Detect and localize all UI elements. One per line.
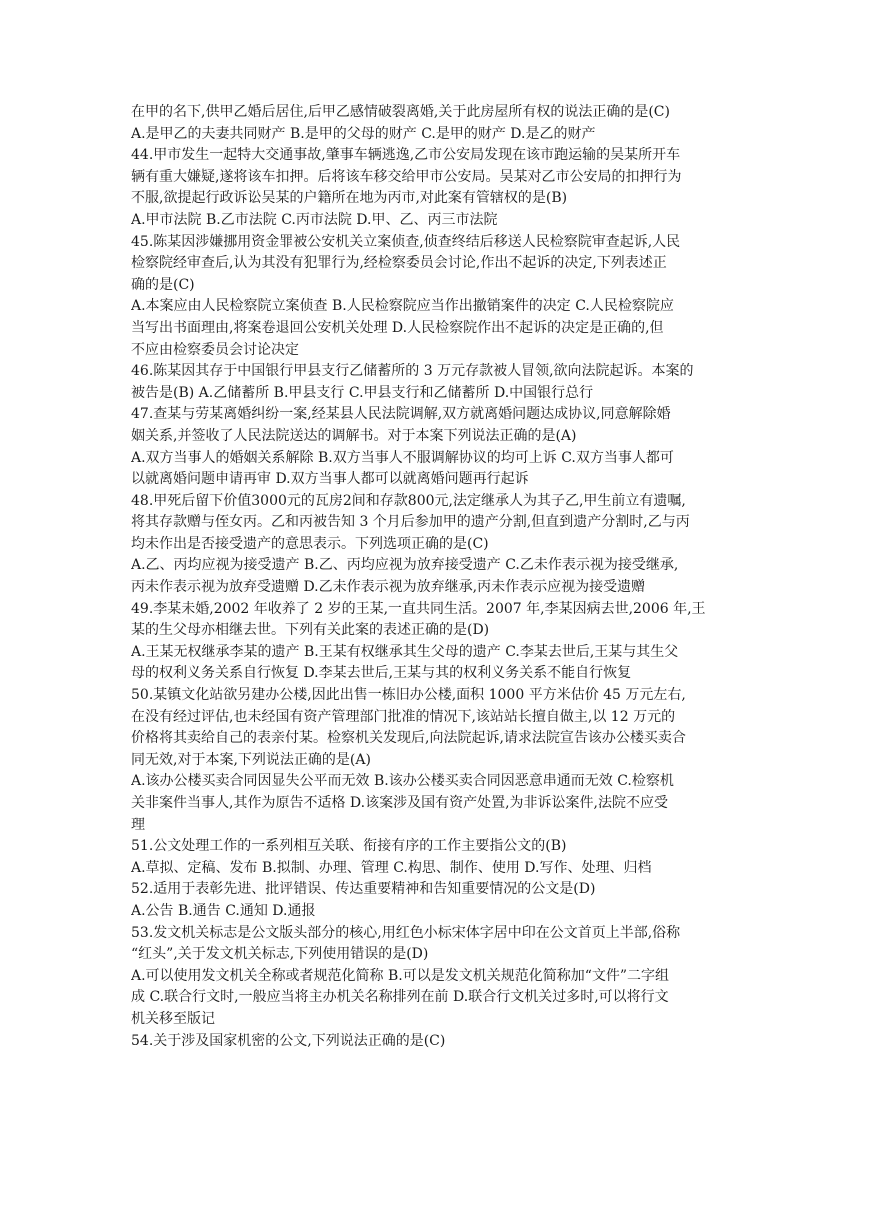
- text-line: 48.甲死后留下价值3000元的瓦房2间和存款800元,法定继承人为其子乙,甲生前立有遗嘱,: [131, 492, 686, 509]
- text-line: 53.发文机关标志是公文版头部分的核心,用红色小标宋体字居中印在公文首页上半部,俗称: [131, 924, 681, 941]
- text-line: 机关移至版记: [131, 1010, 215, 1027]
- text-line: 以就离婚问题申请再审 D.双方当事人都可以就离婚问题再行起诉: [131, 471, 529, 488]
- text-line: 52.适用于表彰先进、批评错误、传达重要精神和告知重要情况的公文是(D): [131, 881, 596, 898]
- text-line: 价格将其卖给自己的表亲付某。检察机关发现后,向法院起诉,请求法院宣告该办公楼买卖合: [131, 730, 686, 747]
- text-line: 51.公文处理工作的一系列相互关联、衔接有序的工作主要指公文的(B): [131, 838, 567, 855]
- text-line: A.该办公楼买卖合同因显失公平而无效 B.该办公楼买卖合同因恶意串通而无效 C.检察机: [131, 773, 674, 790]
- text-line: 母的权利义务关系自行恢复 D.李某去世后,王某与其的权利义务关系不能自行恢复: [131, 665, 632, 682]
- text-line: 49.李某未婚,2002 年收养了 2 岁的王某,一直共同生活。2007 年,李某因病去世,2006 年,王: [131, 600, 706, 617]
- text-line: 同无效,对于本案,下列说法正确的是(A): [131, 751, 371, 768]
- text-line: 在没有经过评估,也未经国有资产管理部门批准的情况下,该站站长擅自做主,以 12 万元的: [131, 708, 676, 725]
- text-line: 成 C.联合行文时,一般应当将主办机关名称排列在前 D.联合行文机关过多时,可以将行文: [131, 989, 669, 1006]
- text-line: A.甲市法院 B.乙市法院 C.丙市法院 D.甲、乙、丙三市法院: [131, 211, 498, 228]
- text-line: 54.关于涉及国家机密的公文,下列说法正确的是(C): [131, 1032, 446, 1049]
- text-line: 检察院经审查后,认为其没有犯罪行为,经检察委员会讨论,作出不起诉的决定,下列表述正: [131, 255, 667, 272]
- text-line: A.公告 B.通告 C.通知 D.通报: [131, 902, 316, 919]
- text-line: 某的生父母亦相继去世。下列有关此案的表述正确的是(D): [131, 622, 490, 639]
- text-line: 辆有重大嫌疑,遂将该车扣押。后将该车移交给甲市公安局。吴某对乙市公安局的扣押行为: [131, 168, 682, 185]
- text-line: A.乙、丙均应视为接受遗产 B.乙、丙均应视为放弃接受遗产 C.乙未作表示视为接受继承,: [131, 557, 679, 574]
- text-line: 理: [131, 816, 145, 833]
- text-line: A.草拟、定稿、发布 B.拟制、办理、管理 C.构思、制作、使用 D.写作、处理、归档: [131, 859, 652, 876]
- text-line: 被告是(B) A.乙储蓄所 B.甲县支行 C.甲县支行和乙储蓄所 D.中国银行总行: [131, 384, 594, 401]
- text-line: 均未作出是否接受遗产的意思表示。下列选项正确的是(C): [131, 535, 489, 552]
- text-line: 关非案件当事人,其作为原告不适格 D.该案涉及国有资产处置,为非诉讼案件,法院不应受: [131, 795, 668, 811]
- text-line: 当写出书面理由,将案卷退回公安机关处理 D.人民检察院作出不起诉的决定是正确的,但: [131, 319, 664, 336]
- text-line: A.本案应由人民检察院立案侦查 B.人民检察院应当作出撤销案件的决定 C.人民检察院应: [131, 298, 674, 315]
- text-line: 50.某镇文化站欲另建办公楼,因此出售一栋旧办公楼,面积 1000 平方米估价 45 万元左右,: [131, 687, 686, 704]
- text-line: 44.甲市发生一起特大交通事故,肇事车辆逃逸,乙市公安局发现在该市跑运输的吴某所开车: [131, 147, 681, 164]
- text-line: 不应由检察委员会讨论决定: [131, 341, 299, 358]
- text-line: A.双方当事人的婚姻关系解除 B.双方当事人不服调解协议的均可上诉 C.双方当事人都可: [131, 449, 674, 466]
- text-line: 47.查某与劳某离婚纠纷一案,经某县人民法院调解,双方就离婚问题达成协议,同意解除婚: [131, 406, 671, 423]
- text-line: A.王某无权继承李某的遗产 B.王某有权继承其生父母的遗产 C.李某去世后,王某与其生父: [131, 643, 679, 660]
- text-line: 在甲的名下,供甲乙婚后居住,后甲乙感情破裂离婚,关于此房屋所有权的说法正确的是(C): [131, 104, 670, 120]
- text-line: 将其存款赠与侄女丙。乙和丙被告知 3 个月后参加甲的遗产分割,但直到遗产分割时,乙与丙: [131, 514, 690, 531]
- text-line: 丙未作表示视为放弃受遗赠 D.乙未作表示视为放弃继承,丙未作表示应视为接受遗赠: [131, 579, 646, 596]
- text-line: A.可以使用发文机关全称或者规范化简称 B.可以是发文机关规范化简称加“文件”二字组: [131, 967, 670, 984]
- text-line: 46.陈某因其存于中国银行甲县支行乙储蓄所的 3 万元存款被人冒领,欲向法院起诉。本案的: [131, 363, 694, 380]
- text-line: “红头”,关于发文机关标志,下列使用错误的是(D): [131, 946, 429, 963]
- text-line: 姻关系,并签收了人民法院送达的调解书。对于本案下列说法正确的是(A): [131, 427, 577, 444]
- text-line: A.是甲乙的夫妻共同财产 B.是甲的父母的财产 C.是甲的财产 D.是乙的财产: [131, 125, 596, 142]
- text-line: 确的是(C): [131, 276, 195, 293]
- text-line: 不服,欲提起行政诉讼吴某的户籍所在地为丙市,对此案有管辖权的是(B): [131, 190, 568, 207]
- text-line: 45.陈某因涉嫌挪用资金罪被公安机关立案侦查,侦查终结后移送人民检察院审查起诉,人民: [131, 233, 681, 250]
